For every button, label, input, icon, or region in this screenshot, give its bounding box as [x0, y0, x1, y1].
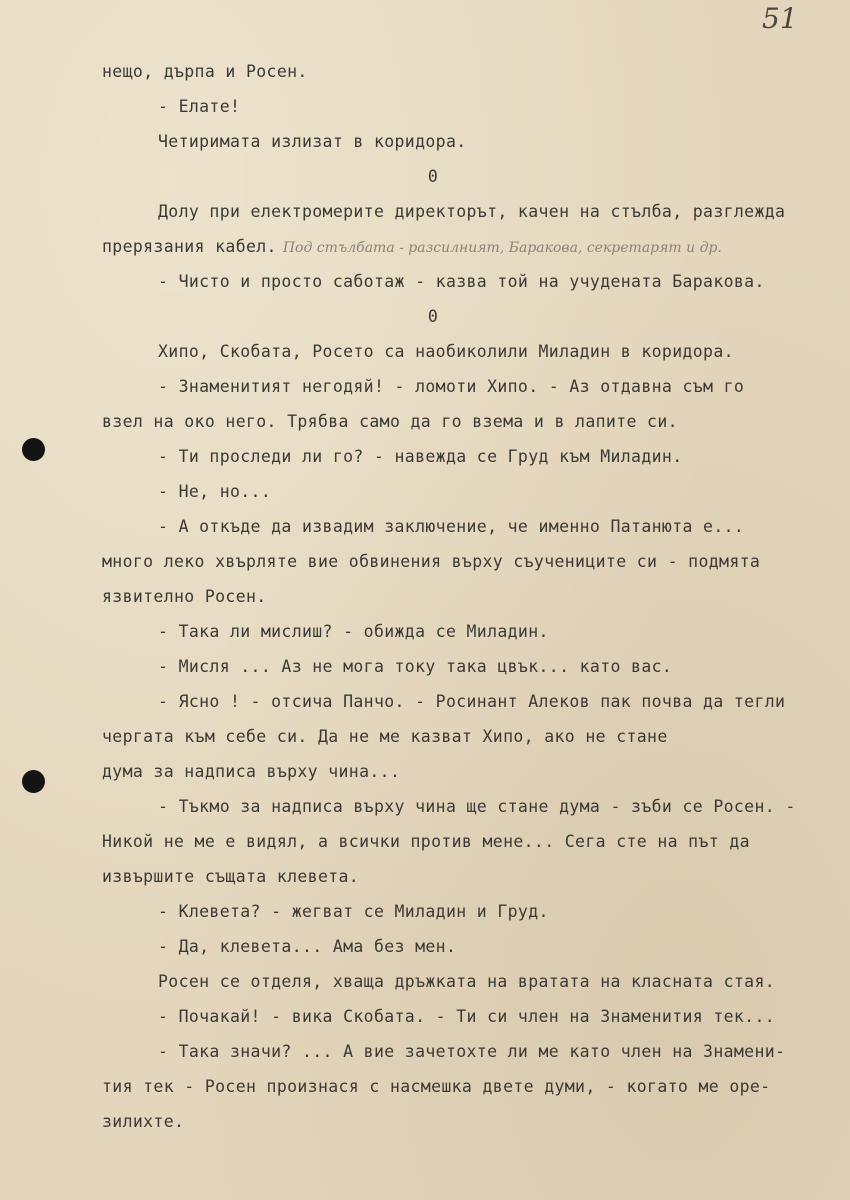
- text-line: - Ясно ! - отсича Панчо. - Росинант Алеков пак почва да тегли: [158, 692, 786, 711]
- text-line: нещо, дърпа и Росен.: [102, 62, 308, 81]
- text-line: зилихте.: [102, 1112, 185, 1131]
- text-line: - А откъде да извадим заключение, че именно Патанюта е...: [158, 517, 745, 536]
- text-line: Долу при електромерите директорът, качен на стълба, разглежда: [158, 202, 786, 221]
- typed-text-body: [102, 54, 824, 1139]
- text-line: - Тъкмо за надписа върху чина ще стане дума - зъби се Росен. -: [158, 797, 796, 816]
- text-line: Хипо, Скобата, Росето са наобиколили Миладин в коридора.: [158, 342, 734, 361]
- page-number: 51: [762, 2, 798, 35]
- text-line: - Елате!: [158, 97, 241, 116]
- text-line: - Така значи? ... А вие зачетохте ли ме като член на Знамени-: [158, 1042, 786, 1061]
- text-line-content: прерязания кабел.: [102, 237, 277, 256]
- text-line: дума за надписа върху чина...: [102, 762, 401, 781]
- text-line: - Знаменитият негодяй! - ломоти Хипо. - Аз отдавна съм го: [158, 377, 745, 396]
- text-line: Четиримата излизат в коридора.: [158, 132, 467, 151]
- text-line: - Не, но...: [158, 482, 272, 501]
- text-line: - Така ли мислиш? - обижда се Миладин.: [158, 622, 549, 641]
- text-line: - Ти проследи ли го? - навежда се Груд към Миладин.: [158, 447, 683, 466]
- text-line: - Клевета? - жегват се Миладин и Груд.: [158, 902, 549, 921]
- text-line: чергата към себе си. Да не ме казват Хипо, ако не стане: [102, 727, 668, 746]
- text-line: - Да, клевета... Ама без мен.: [158, 937, 457, 956]
- text-line: взел на око него. Трябва само да го взема и в лапите си.: [102, 412, 678, 431]
- text-line: Росен се отделя, хваща дръжката на вратата на класната стая.: [158, 972, 776, 991]
- scene-separator: 0: [427, 167, 439, 186]
- text-line: Никой не ме е видял, а всички против мене... Сега сте на път да: [102, 832, 750, 851]
- text-line: [102, 229, 824, 264]
- text-line: - Почакай! - вика Скобата. - Ти си член на Знаменития тек...: [158, 1007, 776, 1026]
- scene-separator: 0: [427, 307, 439, 326]
- text-line: извършите същата клевета.: [102, 867, 360, 886]
- text-line: много леко хвърляте вие обвинения върху съучениците си - подмята: [102, 552, 761, 571]
- text-line: - Чисто и просто саботаж - казва той на учудената Баракова.: [158, 272, 765, 291]
- text-line: язвително Росен.: [102, 587, 267, 606]
- text-line: тия тек - Росен произнася с насмешка двете думи, - когато ме оре-: [102, 1077, 771, 1096]
- text-line: - Мисля ... Аз не мога току така цвък... като вас.: [158, 657, 673, 676]
- handwritten-note: Под стълбата - разсилният, Баракова, секретарят и др.: [282, 240, 722, 256]
- punch-hole-top: [22, 438, 45, 461]
- punch-hole-bottom: [22, 770, 45, 793]
